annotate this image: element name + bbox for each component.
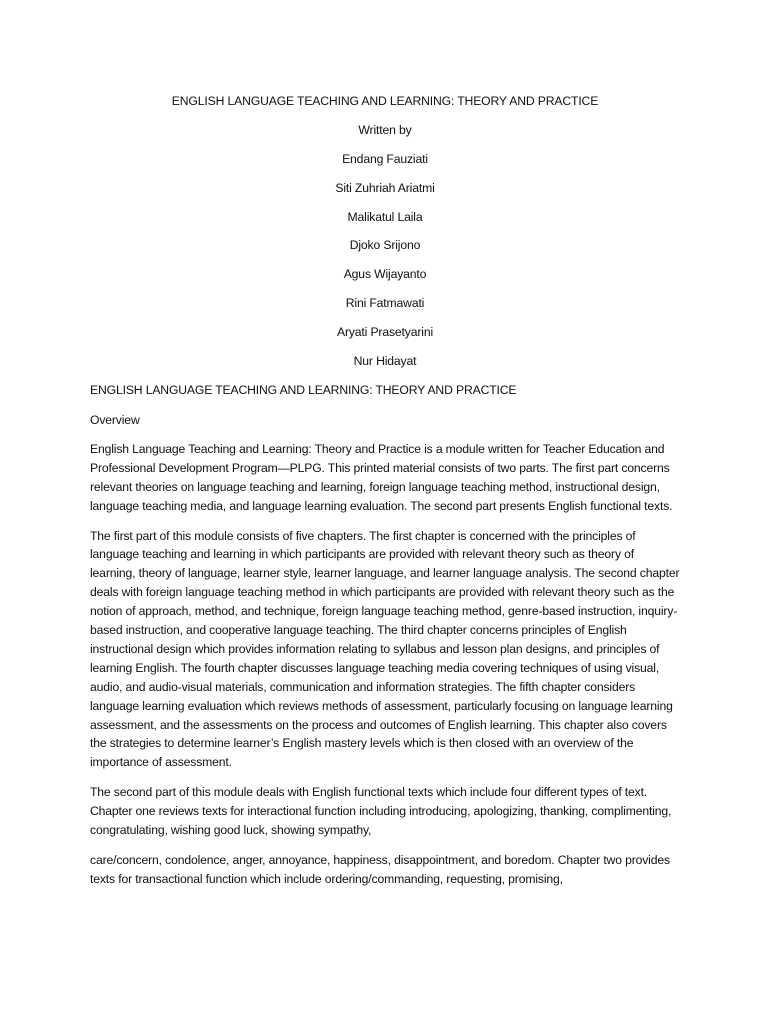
overview-heading: Overview <box>90 412 140 427</box>
author-name: Aryati Prasetyarini <box>336 325 434 340</box>
author-name: Agus Wijayanto <box>343 267 427 282</box>
document-page <box>90 92 680 899</box>
overview-paragraph: English Language Teaching and Learning: Theory and Practice is a module written for Teacher Education and Professional Development Program—PLPG. This printed material consists of two parts. The first part concerns relevant theories on language teaching and learning, foreign language teaching method, instructional design, language teaching media, and language learning evaluation. The second part presents English functional texts. <box>90 442 673 513</box>
first-part-paragraph: The first part of this module consists of five chapters. The first chapter is concerned with the principles of language teaching and learning in which participants are provided with relevant theory such as theory of learning, theory of language, learner style, learner language, and learner language analysis. The second chapter deals with foreign language teaching method in which participants are provided with relevant theory such as the notion of approach, method, and technique, foreign language teaching method, genre-based instruction, inquiry-based instruction, and cooperative language teaching. The third chapter concerns principles of English instructional design which provides information relating to syllabus and lesson plan designs, and principles of learning English. The fourth chapter discusses language teaching media covering techniques of using visual, audio, and audio-visual materials, communication and information strategies. The fifth chapter considers language learning evaluation which reviews methods of assessment, particularly focusing on language learning assessment, and the assessments on the process and outcomes of English learning. This chapter also covers the strategies to determine learner’s English mastery levels which is then closed with an overview of the importance of assessment. <box>90 528 680 770</box>
document-title: ENGLISH LANGUAGE TEACHING AND LEARNING: THEORY AND PRACTICE <box>171 94 599 108</box>
author-name: Rini Fatmawati <box>345 296 425 311</box>
author-name: Endang Fauziati <box>342 151 428 166</box>
author-name: Djoko Srijono <box>349 238 421 253</box>
continuation-paragraph: care/concern, condolence, anger, annoyance, happiness, disappointment, and boredom. Chapter two provides texts for transactional function which include ordering/commanding, requesting, promising, <box>90 852 670 886</box>
written-by-label: Written by <box>358 122 412 137</box>
author-name: Siti Zuhriah Ariatmi <box>335 180 435 195</box>
second-part-paragraph: The second part of this module deals with English functional texts which include four different types of text. Chapter one reviews texts for interactional function including introducing, apologizing, thanking, complimenting, congratulating, wishing good luck, showing sympathy, <box>90 785 672 837</box>
author-name: Nur Hidayat <box>353 354 417 369</box>
section-title: ENGLISH LANGUAGE TEACHING AND LEARNING: THEORY AND PRACTICE <box>90 382 517 397</box>
author-name: Malikatul Laila <box>347 209 423 224</box>
